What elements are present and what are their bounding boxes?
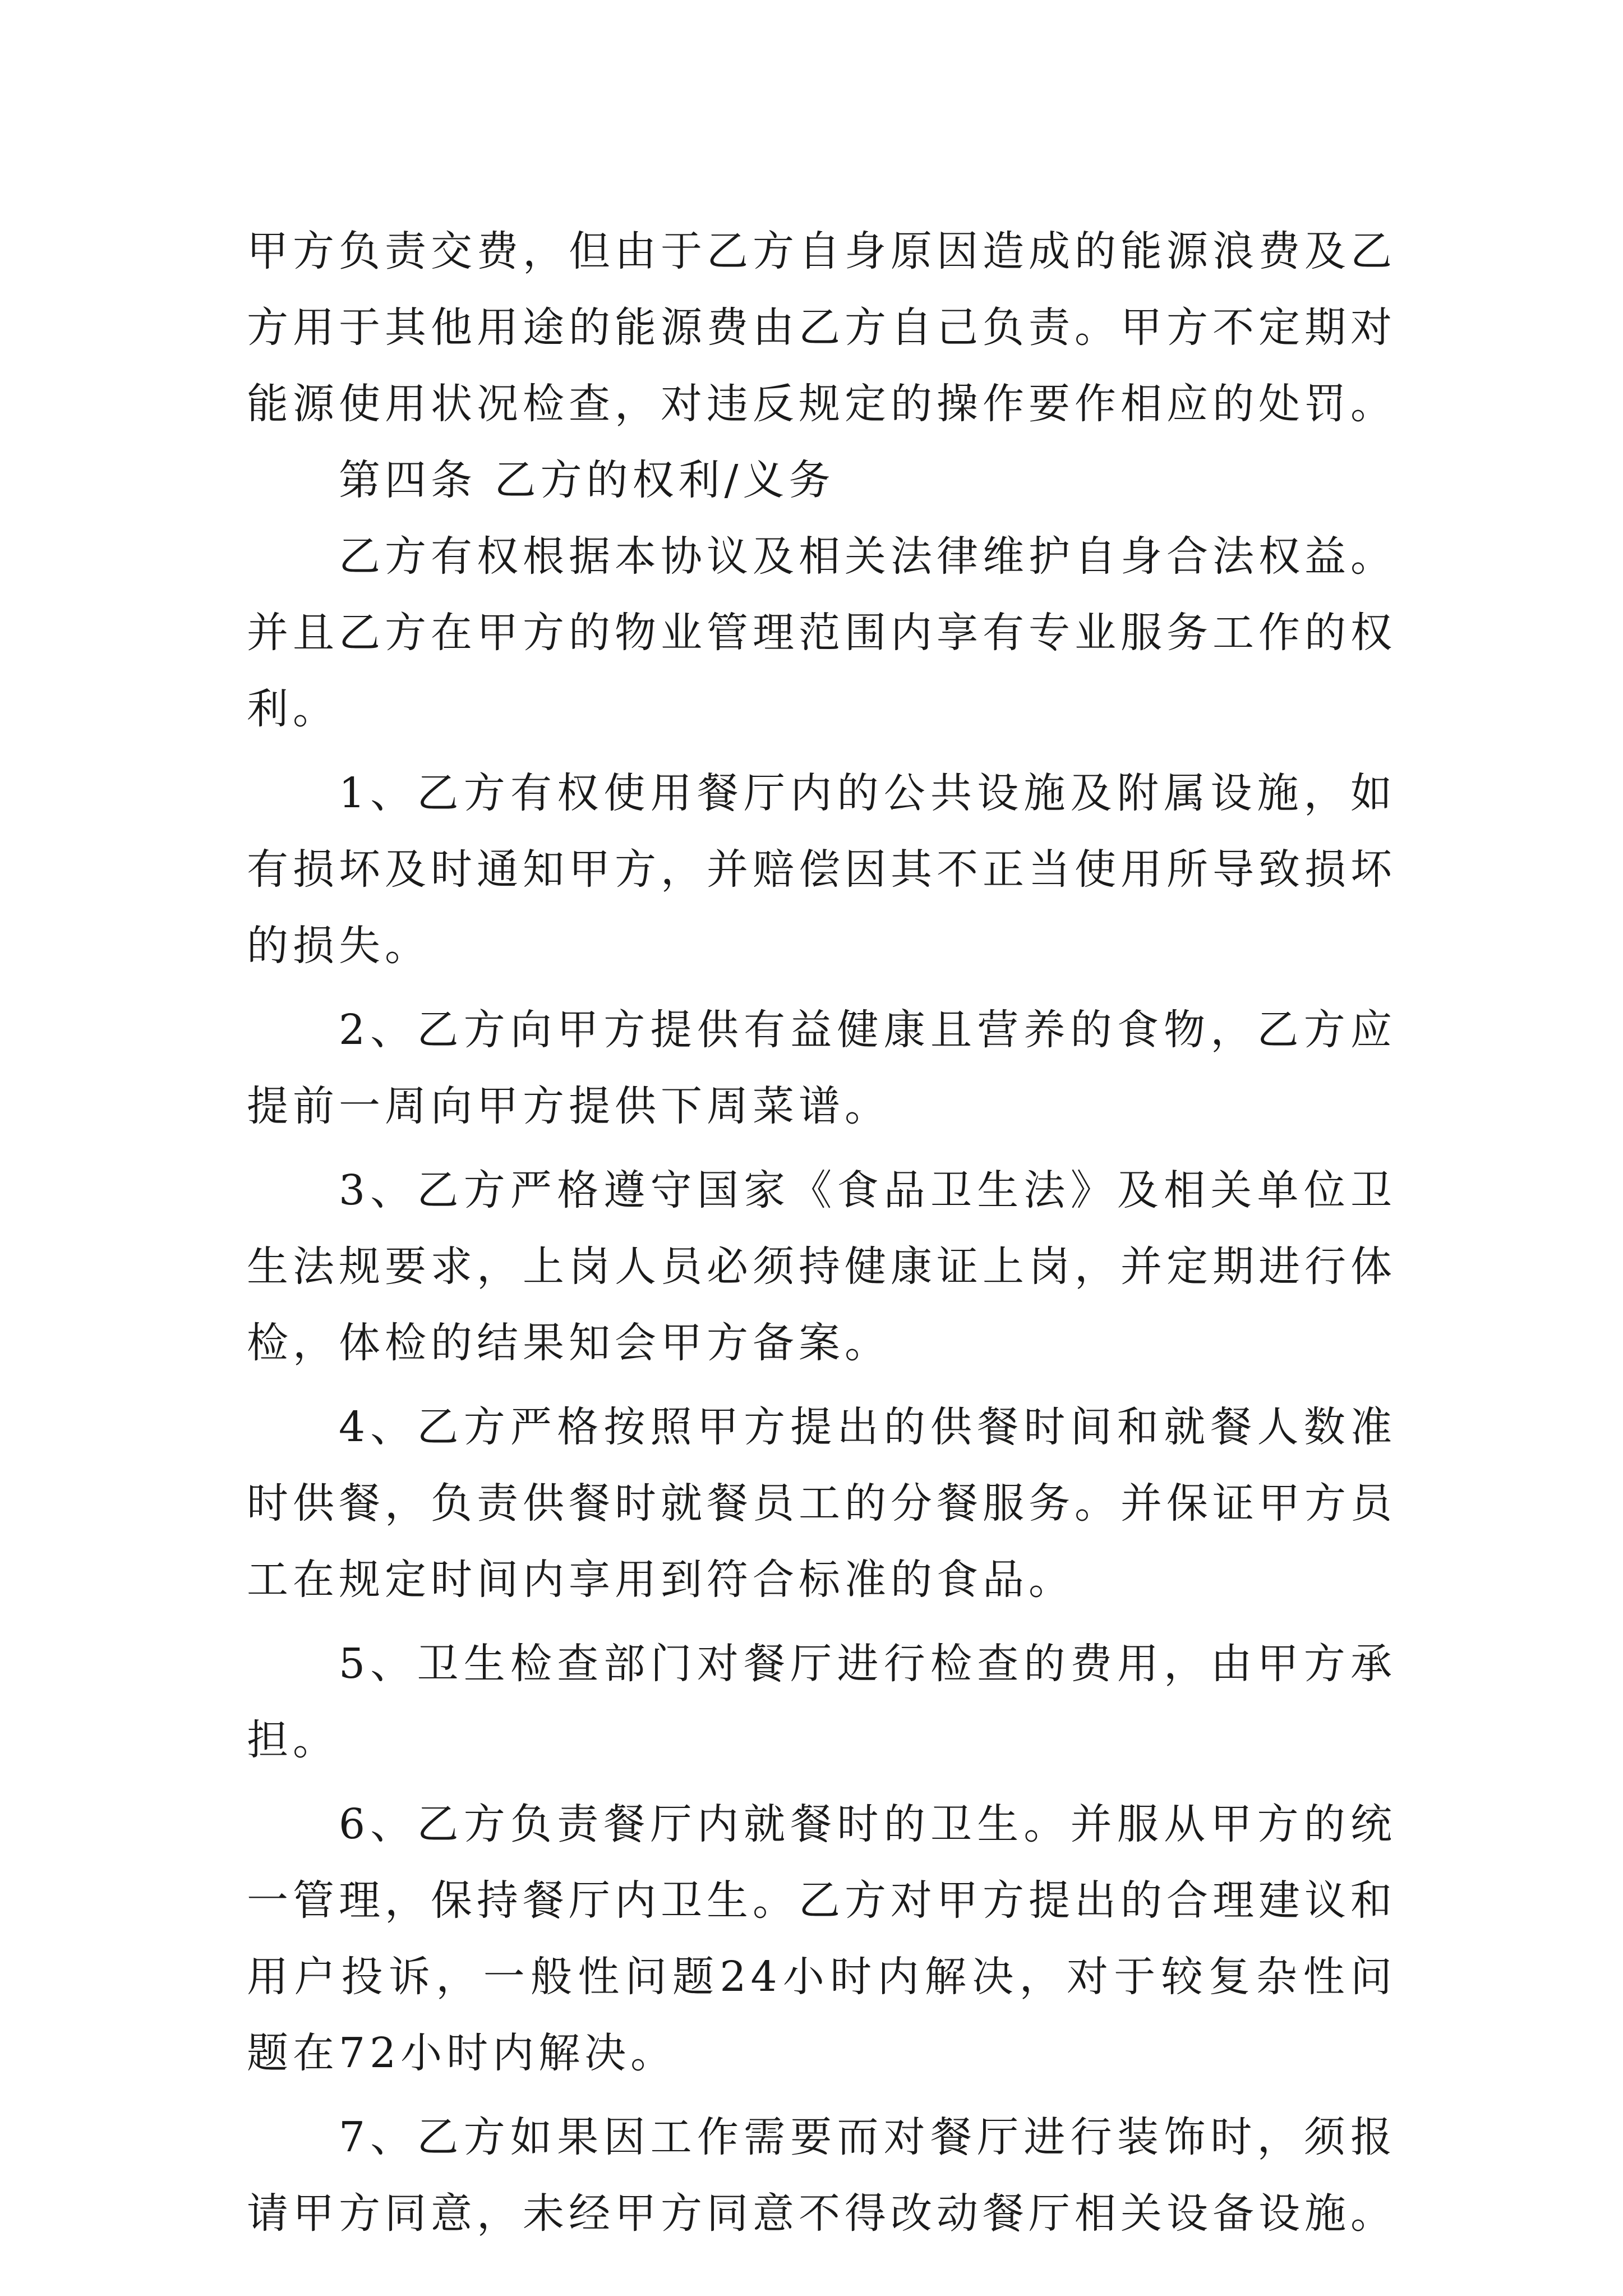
article-heading: 第四条 乙方的权利/义务 <box>339 456 835 504</box>
clause-6: 6、乙方负责餐厅内就餐时的卫生。并服从甲方的统一管理，保持餐厅内卫生。乙方对甲方提出的合理建议和用户投诉，一般性问题24小时内解决，对于较复杂性问题在72小时内解决。 <box>247 1800 1396 2077</box>
clause-3: 3、乙方严格遵守国家《食品卫生法》及相关单位卫生法规要求，上岗人员必须持健康证上岗，并定期进行体检，体检的结果知会甲方备案。 <box>247 1166 1396 1367</box>
clause-2: 2、乙方向甲方提供有益健康且营养的食物，乙方应提前一周向甲方提供下周菜谱。 <box>247 1006 1396 1130</box>
clause-5: 5、卫生检查部门对餐厅进行检查的费用，由甲方承担。 <box>247 1640 1396 1764</box>
document-body <box>247 213 1396 2252</box>
paragraph-energy-fees: 甲方负责交费，但由于乙方自身原因造成的能源浪费及乙方用于其他用途的能源费由乙方自己负责。甲方不定期对能源使用状况检查，对违反规定的操作要作相应的处罚。 <box>247 227 1396 428</box>
clause-1: 1、乙方有权使用餐厅内的公共设施及附属设施，如有损坏及时通知甲方，并赔偿因其不正当使用所导致损坏的损失。 <box>247 769 1396 970</box>
clause-4: 4、乙方严格按照甲方提出的供餐时间和就餐人数准时供餐，负责供餐时就餐员工的分餐服务。并保证甲方员工在规定时间内享用到符合标准的食品。 <box>247 1403 1396 1604</box>
paragraph-rights-intro: 乙方有权根据本协议及相关法律维护自身合法权益。并且乙方在甲方的物业管理范围内享有专业服务工作的权利。 <box>247 532 1396 733</box>
clause-7: 7、乙方如果因工作需要而对餐厅进行装饰时，须报请甲方同意，未经甲方同意不得改动餐厅相关设备设施。 <box>247 2113 1396 2238</box>
